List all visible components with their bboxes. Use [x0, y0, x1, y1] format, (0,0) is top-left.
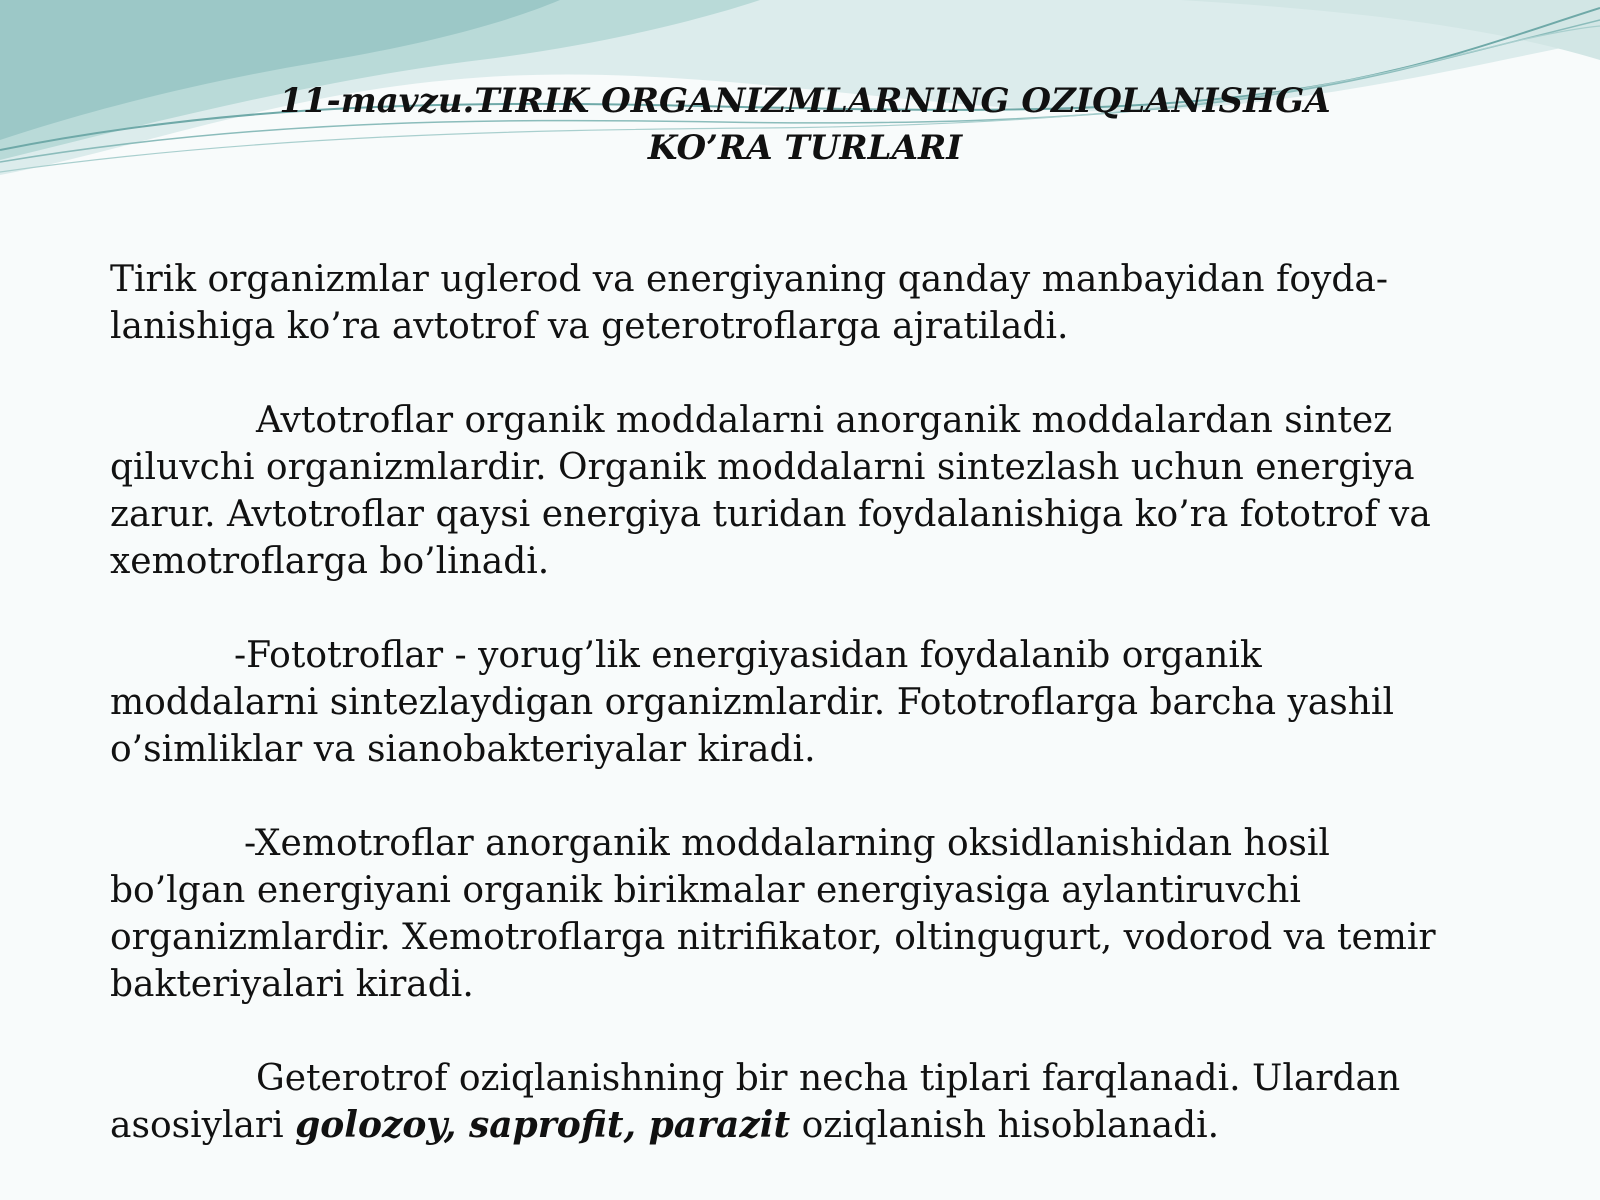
paragraph-fototroflar: [110, 632, 1510, 773]
slide-title-line-2: KO’RA TURLARI: [647, 128, 963, 168]
paragraph-xemotroflar: [110, 820, 1510, 1008]
paragraph-spacer: [110, 350, 1510, 397]
text-prefix: asosiylari: [110, 1105, 296, 1146]
paragraph-spacer: [110, 773, 1510, 820]
paragraph-spacer: [110, 1008, 1510, 1055]
paragraph-line: zarur. Avtotroflar qaysi energiya turidan foydalanishiga ko’ra fototrof va: [110, 494, 1431, 535]
paragraph-line: Tirik organizmlar uglerod va energiyaning qanday manbayidan foyda-: [110, 259, 1388, 300]
paragraph-spacer: [110, 585, 1510, 632]
paragraph-line: moddalarni sintezlaydigan organizmlardir. Fototroflarga barcha yashil: [110, 682, 1394, 723]
paragraph-intro: [110, 256, 1510, 350]
paragraph-line: Avtotroflar organik moddalarni anorganik moddalardan sintez: [256, 400, 1393, 441]
paragraph-line: qiluvchi organizmlardir. Organik moddalarni sintezlash uchun energiya: [110, 447, 1415, 488]
slide-title-line-1: 11-mavzu.TIRIK ORGANIZMLARNING OZIQLANISHGA: [279, 81, 1331, 121]
paragraph-line: bo’lgan energiyani organik birikmalar energiyasiga aylantiruvchi: [110, 870, 1301, 911]
paragraph-line: -Fototroflar - yorug’lik energiyasidan foydalanib organik: [234, 635, 1262, 676]
emphasis-terms: golozoy, saprofit, parazit: [295, 1104, 791, 1146]
paragraph-line: -Xemotroflar anorganik moddalarning oksidlanishidan hosil: [244, 823, 1330, 864]
text-suffix: oziqlanish hisoblanadi.: [790, 1105, 1220, 1146]
paragraph-line: Geterotrof oziqlanishning bir necha tiplari farqlanadi. Ulardan: [256, 1058, 1401, 1099]
slide-title: [160, 78, 1450, 172]
paragraph-line: xemotroflarga bo’linadi.: [110, 541, 550, 582]
paragraph-avtotroflar: [110, 397, 1510, 585]
paragraph-line-mixed: [110, 1102, 1510, 1149]
paragraph-line: organizmlardir. Xemotroflarga nitrifikator, oltingugurt, vodorod va temir: [110, 917, 1436, 958]
paragraph-line: lanishiga ko’ra avtotrof va geterotroflarga ajratiladi.: [110, 306, 1069, 347]
paragraph-geterotrof: [110, 1055, 1510, 1149]
paragraph-line: bakteriyalari kiradi.: [110, 964, 474, 1005]
slide-body: [110, 256, 1510, 1149]
paragraph-line: o’simliklar va sianobakteriyalar kiradi.: [110, 729, 816, 770]
